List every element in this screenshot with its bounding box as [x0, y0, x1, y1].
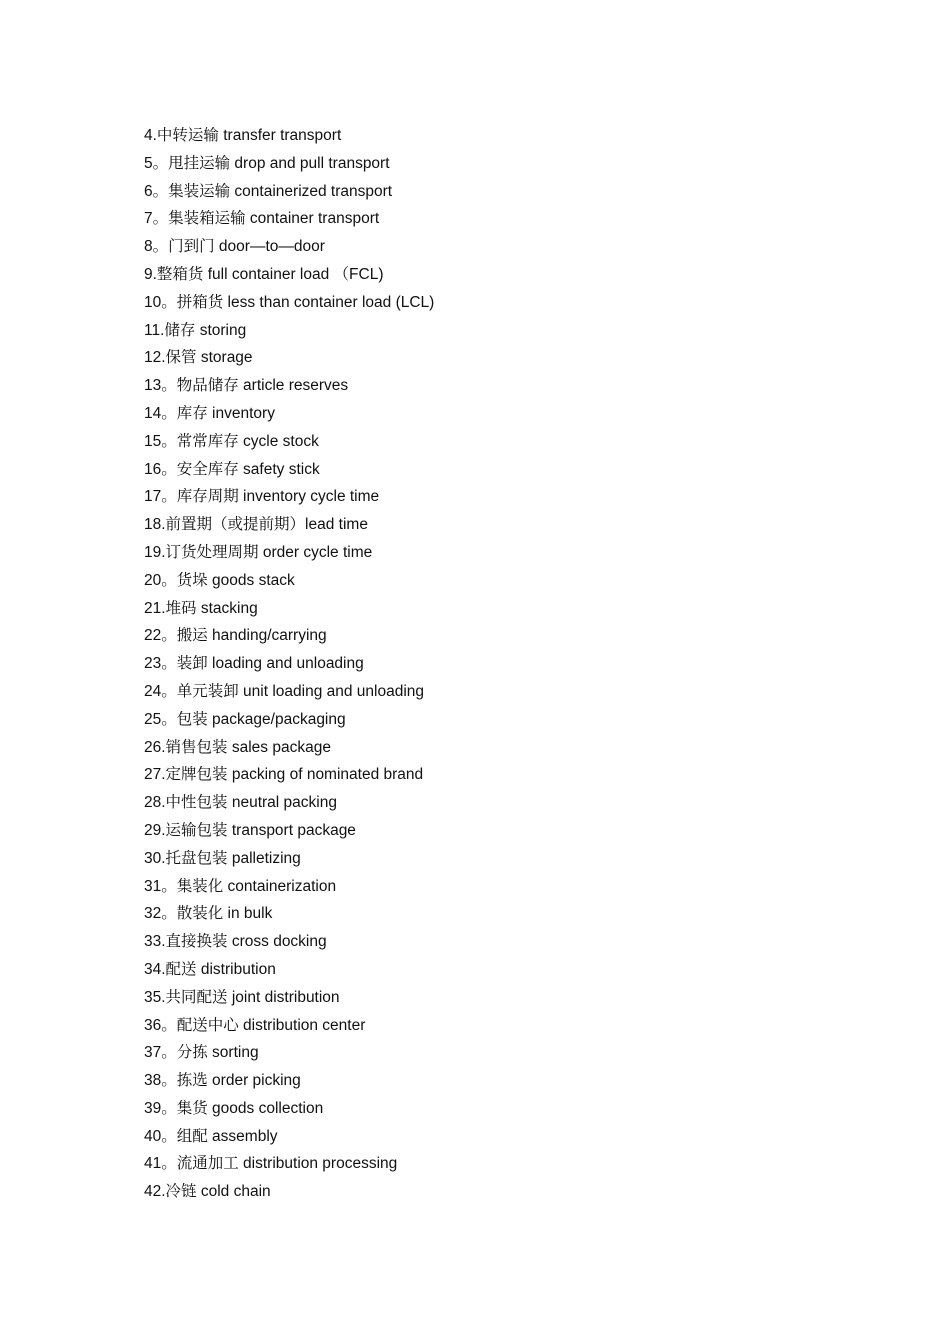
term-line: 25。包装 package/packaging [144, 710, 346, 728]
term-line: 19.订货处理周期 order cycle time [144, 543, 373, 561]
term-line: 39。集货 goods collection [144, 1099, 324, 1117]
term-line: 33.直接换装 cross docking [144, 933, 327, 951]
term-line: 12.保管 storage [144, 349, 253, 367]
term-line: 32。散装化 in bulk [144, 905, 273, 923]
term-line: 23。装卸 loading and unloading [144, 655, 364, 673]
term-line: 36。配送中心 distribution center [144, 1016, 366, 1034]
term-line: 6。集装运输 containerized transport [144, 182, 393, 200]
term-line: 27.定牌包装 packing of nominated brand [144, 766, 424, 784]
term-line: 37。分拣 sorting [144, 1044, 259, 1062]
term-line: 20。货垛 goods stack [144, 571, 295, 589]
term-line: 31。集装化 containerization [144, 877, 337, 895]
term-line: 22。搬运 handing/carrying [144, 627, 327, 645]
term-line: 5。甩挂运输 drop and pull transport [144, 154, 390, 172]
term-line: 41。流通加工 distribution processing [144, 1155, 398, 1173]
term-line: 10。拼箱货 less than container load (LCL) [144, 293, 435, 311]
term-line: 16。安全库存 safety stick [144, 460, 320, 478]
term-list [144, 122, 434, 1206]
term-line: 24。单元装卸 unit loading and unloading [144, 682, 425, 700]
term-line: 28.中性包装 neutral packing [144, 794, 337, 812]
term-line: 42.冷链 cold chain [144, 1183, 271, 1201]
term-line: 29.运输包装 transport package [144, 821, 356, 839]
term-line: 21.堆码 stacking [144, 599, 258, 617]
term-line: 8。门到门 door—to—door [144, 238, 325, 256]
term-line: 13。物品储存 article reserves [144, 377, 349, 395]
term-line: 14。库存 inventory [144, 404, 275, 422]
term-line: 7。集装箱运输 container transport [144, 210, 380, 228]
term-line: 40。组配 assembly [144, 1127, 278, 1145]
term-line: 15。常常库存 cycle stock [144, 432, 319, 450]
term-line: 18.前置期（或提前期）lead time [144, 516, 368, 534]
term-line: 11.储存 storing [144, 321, 247, 339]
term-line: 26.销售包装 sales package [144, 738, 331, 756]
term-line: 4.中转运输 transfer transport [144, 127, 342, 144]
term-line: 34.配送 distribution [144, 960, 276, 978]
term-line: 35.共同配送 joint distribution [144, 988, 340, 1006]
term-line: 38。拣选 order picking [144, 1072, 301, 1090]
term-line: 9.整箱货 full container load （FCL) [144, 265, 384, 283]
term-line: 30.托盘包装 palletizing [144, 849, 301, 867]
term-line: 17。库存周期 inventory cycle time [144, 488, 380, 506]
